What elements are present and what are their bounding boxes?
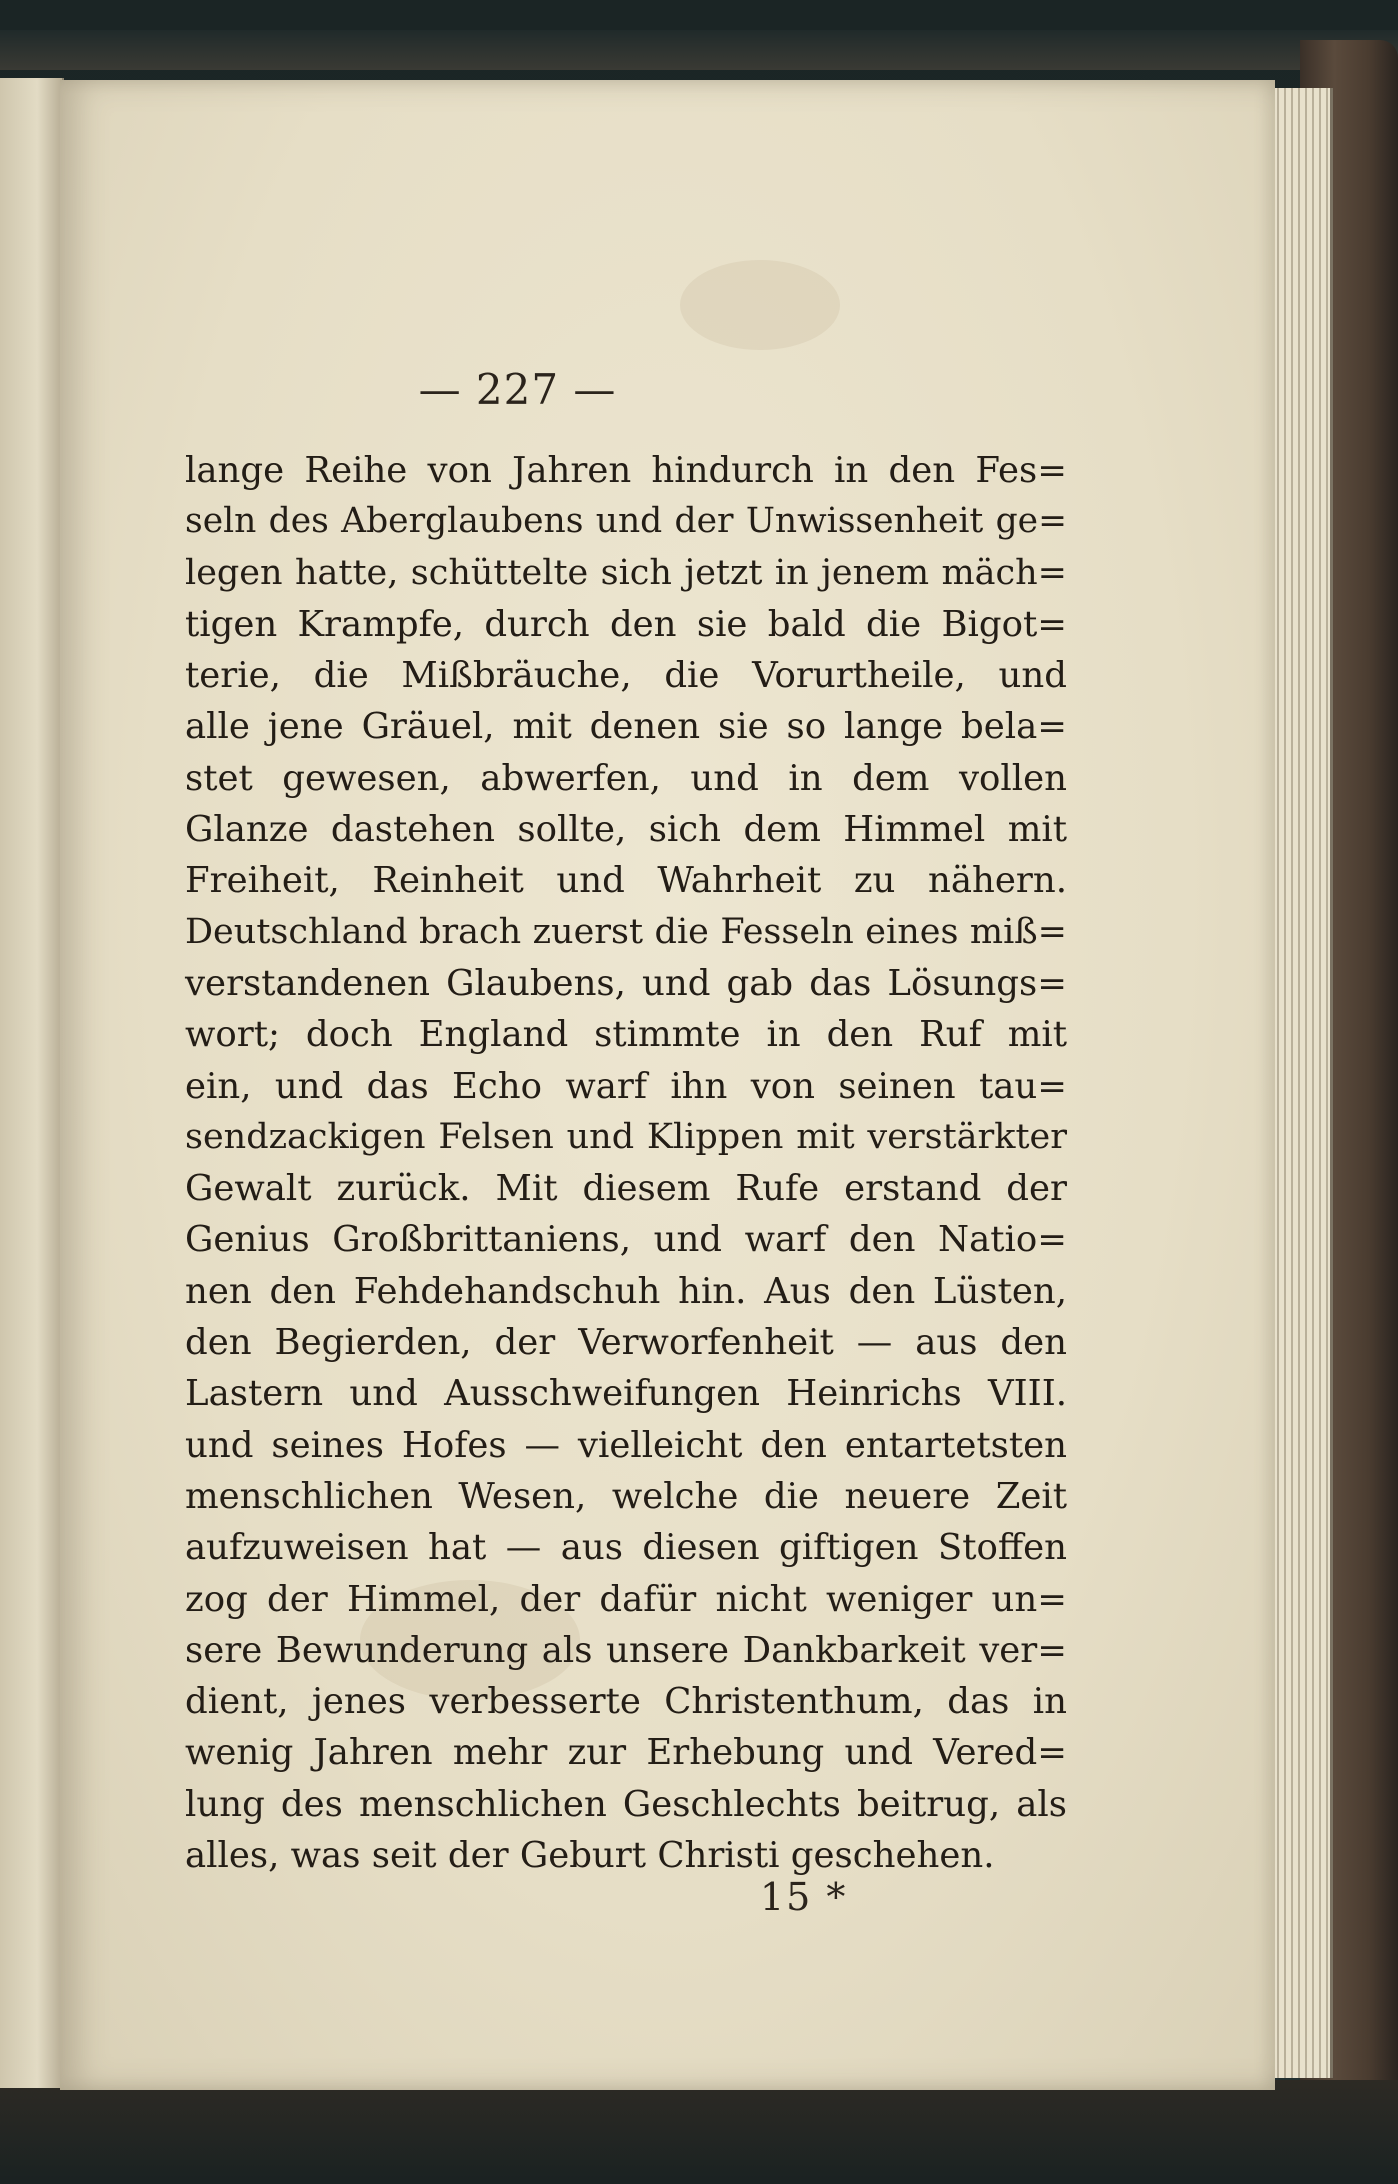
paper-stain — [680, 260, 840, 350]
book-cover-bottom — [0, 2080, 1398, 2184]
text-line: wort; doch England stimmte in den Ruf mit — [185, 1014, 1067, 1056]
text-line: ein, und das Echo warf ihn von seinen tau= — [185, 1065, 1067, 1107]
text-line: wenig Jahren mehr zur Erhebung und Vered= — [185, 1732, 1067, 1774]
text-line: stet gewesen, abwerfen, und in dem vollen — [185, 757, 1067, 799]
text-line: sere Bewunderung als unsere Dankbarkeit ver= — [185, 1629, 1067, 1671]
text-line: alle jene Gräuel, mit denen sie so lange bela= — [185, 706, 1067, 748]
text-line: lange Reihe von Jahren hindurch in den Fes= — [185, 450, 1067, 491]
text-line: verstandenen Glaubens, und gab das Lösungs= — [185, 962, 1067, 1004]
text-line: Deutschland brach zuerst die Fesseln eines miß= — [185, 911, 1067, 952]
text-line: Freiheit, Reinheit und Wahrheit zu nähern. — [185, 860, 1067, 902]
signature-mark: 15 * — [760, 1875, 848, 1919]
book-page — [60, 80, 1275, 2090]
text-line: Genius Großbrittaniens, und warf den Natio= — [185, 1219, 1067, 1261]
body-text — [185, 445, 1067, 1881]
text-line: zog der Himmel, der dafür nicht weniger un= — [185, 1578, 1067, 1620]
page-number: — 227 — — [418, 365, 617, 414]
text-line: Glanze dastehen sollte, sich dem Himmel mit — [185, 809, 1067, 851]
text-line: den Begierden, der Verworfenheit — aus den — [185, 1322, 1067, 1364]
book-cover-top — [0, 30, 1398, 70]
text-line: terie, die Mißbräuche, die Vorurtheile, und — [185, 655, 1067, 697]
text-line: Gewalt zurück. Mit diesem Rufe erstand der — [185, 1168, 1067, 1210]
text-line: Lastern und Ausschweifungen Heinrichs VIII. — [185, 1373, 1067, 1415]
text-line: lung des menschlichen Geschlechts beitrug, als — [185, 1783, 1067, 1825]
text-line: sendzackigen Felsen und Klippen mit verstärkter — [185, 1116, 1067, 1157]
text-line: alles, was seit der Geburt Christi geschehen. — [185, 1835, 995, 1877]
text-line: seln des Aberglaubens und der Unwissenheit ge= — [185, 501, 1067, 542]
text-line: tigen Krampfe, durch den sie bald die Bigot= — [185, 603, 1067, 645]
text-line: aufzuweisen hat — aus diesen giftigen Stoffen — [185, 1527, 1067, 1569]
text-line: dient, jenes verbesserte Christenthum, das in — [185, 1681, 1067, 1723]
text-line: legen hatte, schüttelte sich jetzt in jenem mäch= — [185, 552, 1067, 593]
text-line: nen den Fehdehandschuh hin. Aus den Lüsten, — [185, 1270, 1067, 1312]
text-line: und seines Hofes — vielleicht den entartetsten — [185, 1424, 1067, 1466]
text-line: menschlichen Wesen, welche die neuere Zeit — [185, 1475, 1067, 1517]
